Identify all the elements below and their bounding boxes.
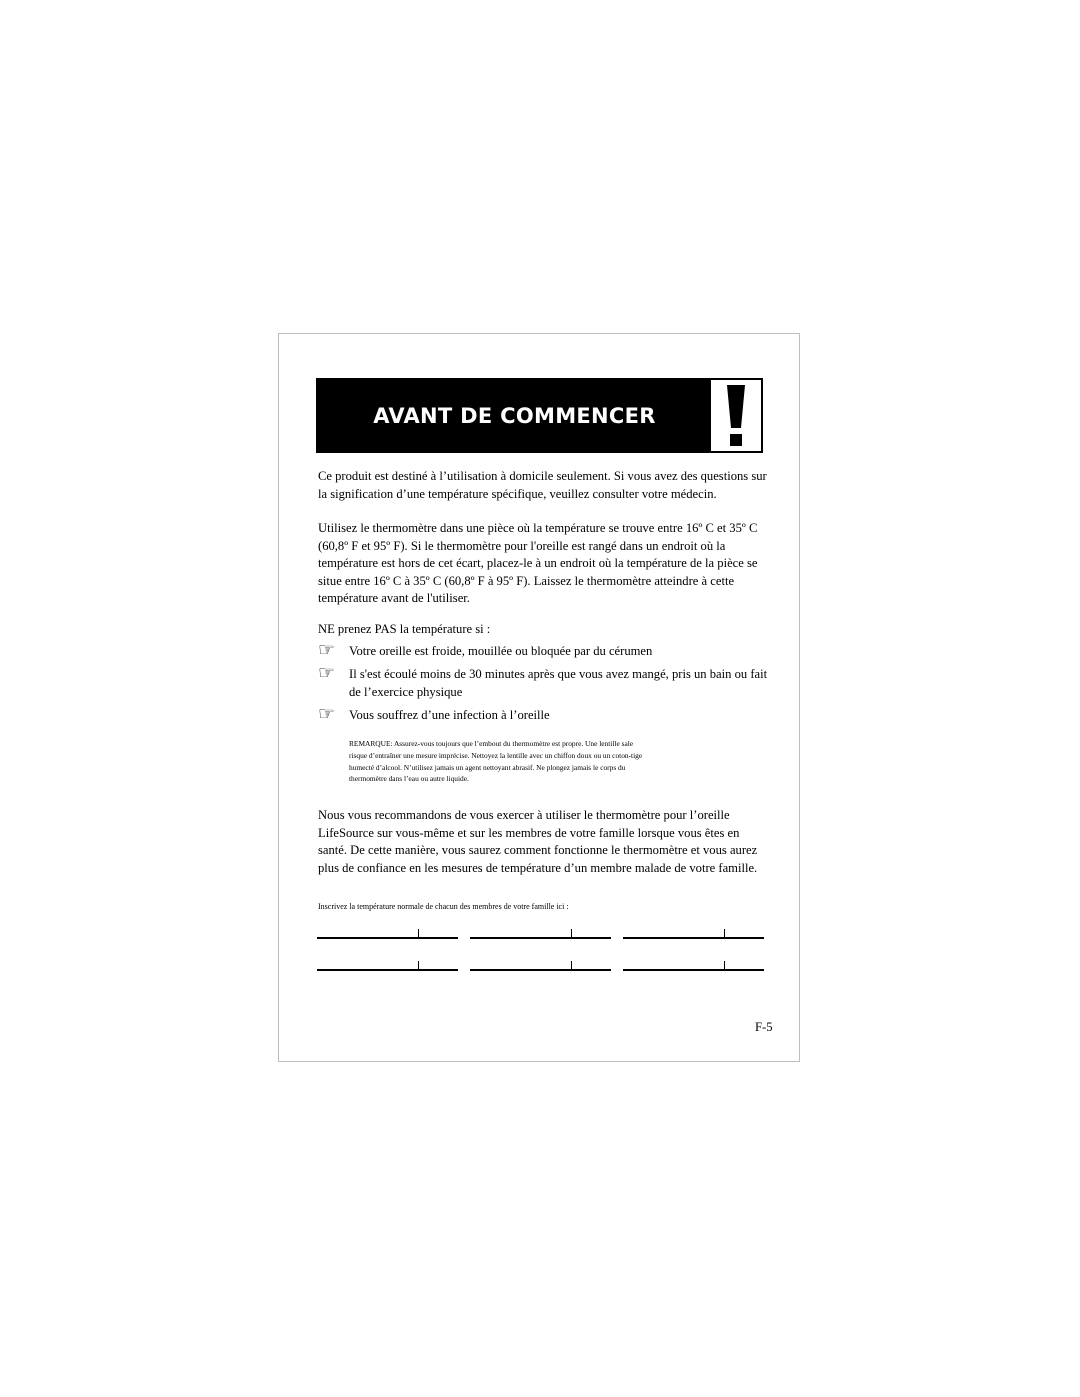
record-instruction: Inscrivez la température normale de chacun des membres de votre famille ici :	[318, 902, 569, 911]
note-line: REMARQUE: Assurez-vous toujours que l’embout du thermomètre est propre. Une lentille sale	[349, 739, 634, 748]
field-divider	[724, 929, 725, 937]
warning-item	[318, 704, 768, 725]
page-number: F-5	[755, 1020, 773, 1034]
warning-icon	[711, 380, 761, 451]
note-block	[349, 738, 769, 785]
banner-title: AVANT DE COMMENCER	[373, 403, 656, 428]
note-line: risque d’entraîner une mesure imprécise. Nettoyez la lentille avec un chiffon doux ou un coton-tige	[349, 750, 643, 760]
temperature-entry-field[interactable]	[623, 969, 764, 971]
field-divider	[418, 929, 419, 937]
intro-paragraph-1: Ce produit est destiné à l’utilisation à domicile seulement. Si vous avez des questions sur la signification d’une température spécifique, veuillez consulter votre médecin.	[318, 469, 767, 501]
temperature-entry-field[interactable]	[317, 969, 458, 971]
temperature-entry-field[interactable]	[317, 937, 458, 939]
note-line: humecté d’alcool. N’utilisez jamais un agent nettoyant abrasif. Ne plongez jamais le corps du	[349, 762, 626, 772]
warning-item-text: Il s'est écoulé moins de 30 minutes après que vous avez mangé, pris un bain ou fait de l’exercice physique	[349, 667, 768, 699]
pointing-hand-icon: ☞	[318, 704, 336, 725]
warning-item-text: Vous souffrez d’une infection à l’oreille	[349, 708, 550, 722]
field-divider	[418, 961, 419, 969]
practice-paragraph: Nous vous recommandons de vous exercer à utiliser le thermomètre pour l’oreille LifeSource sur vous-même et sur les membres de votre famille lorsque vous êtes en santé. De cette manière, vous saurez comment fonctionne le thermomètre et vous aurez plus de confiance en les mesures de température d’un membre malade de votre famille.	[318, 808, 758, 875]
temperature-entry-field[interactable]	[623, 937, 764, 939]
warning-item	[318, 640, 768, 661]
temperature-entry-field[interactable]	[470, 969, 611, 971]
warning-item-text: Votre oreille est froide, mouillée ou bloquée par du cérumen	[349, 644, 653, 658]
field-divider	[724, 961, 725, 969]
warning-heading: NE prenez PAS la température si :	[318, 622, 491, 636]
pointing-hand-icon: ☞	[318, 640, 336, 661]
field-divider	[571, 961, 572, 969]
field-divider	[571, 929, 572, 937]
warning-item	[318, 663, 768, 701]
section-banner	[316, 378, 763, 453]
temperature-entry-field[interactable]	[470, 937, 611, 939]
intro-paragraph-2: Utilisez le thermomètre dans une pièce où la température se trouve entre 16º C et 35º C (60,8º F et 95º F). Si le thermomètre pour l'oreille est rangé dans un endroit où la température est hors de cet écart, placez-le à un endroit où la température de la pièce se situe entre 16º C à 35º C (60,8º F à 95º F). Laissez le thermomètre atteindre à cette température avant de l'utiliser.	[318, 521, 758, 605]
note-line: thermomètre dans l’eau ou autre liquide.	[349, 774, 469, 784]
banner-title-area	[318, 380, 711, 451]
pointing-hand-icon: ☞	[318, 663, 336, 684]
